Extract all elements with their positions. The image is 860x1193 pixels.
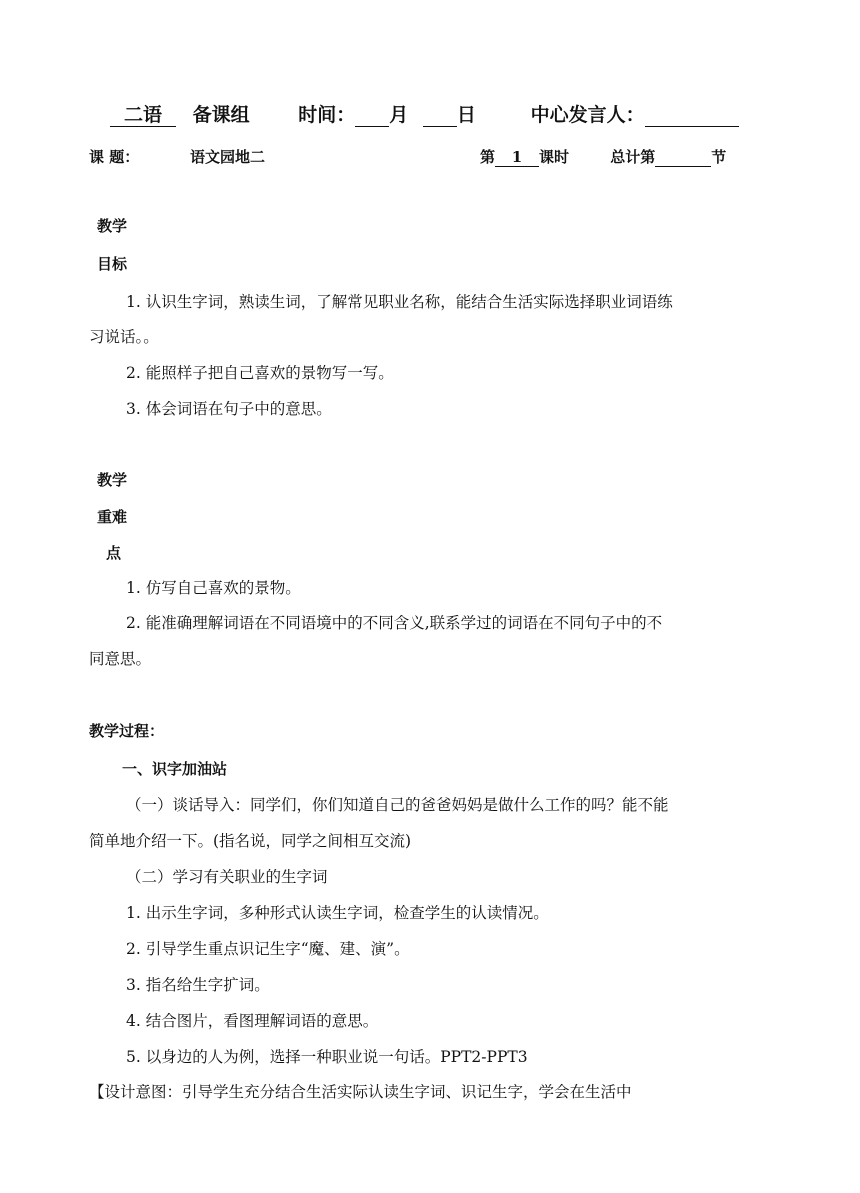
goals-heading-2: 目标 [97,255,128,273]
process-line-7: 4. 结合图片，看图理解词语的意思。 [126,1012,379,1030]
process-line-1: （一）谈话导入：同学们，你们知道自己的爸爸妈妈是做什么工作的吗？能不能 [126,796,669,814]
process-line-3: （二）学习有关职业的生字词 [126,868,328,886]
total-suffix: 节 [711,148,727,166]
total-blank [655,150,711,167]
goal-item-3: 3. 体会词语在句子中的意思。 [126,400,332,418]
speaker-label: 中心发言人： [530,104,645,126]
day-label: 日 [456,104,476,126]
design-intent-line: 【设计意图：引导学生充分结合生活实际认读生字词、识记生字，学会在生活中 [89,1083,632,1101]
difficulties-heading-1: 教学 [97,471,128,489]
goal-item-1: 1. 认识生字词，熟读生词，了解常见职业名称，能结合生活实际选择职业词语练 [126,293,673,311]
difficulties-heading-3: 点 [106,544,122,562]
goal-item-1-cont: 习说话。。 [89,328,159,346]
period-suffix: 课时 [539,148,570,166]
process-line-4: 1. 出示生字词，多种形式认读生字词，检查学生的认读情况。 [126,904,549,922]
group-name: 二语 [110,106,176,127]
period-prefix: 第 [480,148,496,166]
month-label: 月 [389,104,409,126]
difficulty-item-1: 1. 仿写自己喜欢的景物。 [126,579,301,597]
period-info [480,146,726,167]
section-title: 一、识字加油站 [122,760,228,778]
header-line [110,100,739,127]
topic-value: 语文园地二 [190,148,266,166]
period-number: 1 [495,150,539,167]
process-line-2: 简单地介绍一下。(指名说，同学之间相互交流) [89,832,412,850]
difficulty-item-2-cont: 同意思。 [89,650,152,668]
goals-heading-1: 教学 [97,217,128,235]
goal-item-2: 2. 能照样子把自己喜欢的景物写一写。 [126,364,394,382]
process-line-6: 3. 指名给生字扩词。 [126,976,270,994]
process-line-5: 2. 引导学生重点识记生字“魔、建、演”。 [126,940,410,958]
process-line-8: 5. 以身边的人为例，选择一种职业说一句话。PPT2-PPT3 [126,1048,528,1066]
difficulties-heading-2: 重难 [97,508,128,526]
time-label: 时间： [298,104,356,126]
month-blank [355,106,389,127]
topic-label: 课 题： [89,148,140,166]
total-prefix: 总计第 [610,148,656,166]
process-heading: 教学过程： [89,722,165,740]
speaker-blank [645,106,739,127]
group-label: 备课组 [192,104,250,126]
day-blank [423,106,457,127]
difficulty-item-2: 2. 能准确理解词语在不同语境中的不同含义,联系学过的词语在不同句子中的不 [126,614,663,632]
